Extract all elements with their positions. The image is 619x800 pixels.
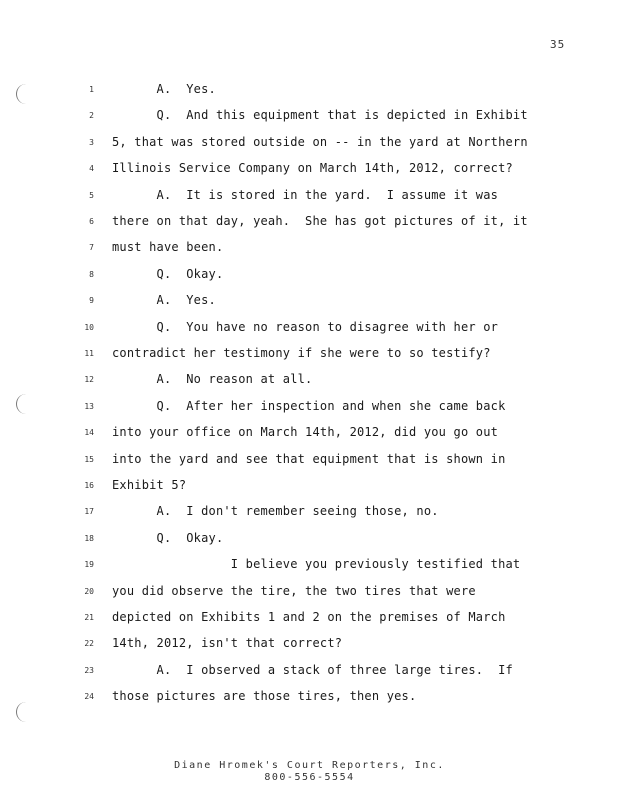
line-number: 19 — [84, 560, 94, 570]
transcript-line: 14th, 2012, isn't that correct? — [112, 636, 343, 651]
line-number: 1 — [89, 85, 94, 94]
transcript-line: there on that day, yeah. She has got pictures of it, it — [112, 214, 528, 228]
transcript-line: contradict her testimony if she were to so testify? — [112, 346, 491, 360]
line-number: 9 — [89, 296, 94, 306]
transcript-line: Q. Okay. — [112, 266, 224, 281]
line-number: 14 — [84, 428, 94, 438]
transcript-line: A. It is stored in the yard. I assume it was — [112, 187, 499, 202]
transcript-line: those pictures are those tires, then yes. — [112, 689, 417, 704]
line-number: 13 — [84, 401, 94, 411]
line-number: 2 — [89, 111, 94, 121]
line-number: 3 — [89, 137, 94, 147]
transcript-line: A. Yes. — [112, 293, 216, 308]
line-number: 7 — [89, 243, 94, 253]
transcript-line: into your office on March 14th, 2012, did you go out — [112, 425, 499, 440]
transcript-line: Exhibit 5? — [112, 478, 187, 492]
line-number: 10 — [84, 322, 94, 332]
transcript-line: Q. And this equipment that is depicted in Exhibit — [112, 108, 528, 123]
transcript-line: Q. Okay. — [112, 530, 224, 545]
transcript-line: 5, that was stored outside on -- in the yard at Northern — [112, 134, 528, 149]
hole-punch-mark — [16, 84, 31, 104]
line-number: 12 — [84, 375, 94, 385]
line-number: 23 — [84, 665, 94, 675]
hole-punch-mark — [16, 702, 31, 722]
line-number: 6 — [89, 217, 94, 226]
transcript-line: must have been. — [112, 240, 224, 255]
line-number: 11 — [84, 349, 94, 358]
line-number: 15 — [84, 454, 94, 464]
line-number: 8 — [89, 269, 94, 279]
transcript-line: into the yard and see that equipment that is shown in — [112, 451, 506, 466]
line-number: 22 — [84, 639, 94, 649]
transcript-line: A. Yes. — [112, 82, 216, 96]
line-number: 17 — [84, 507, 94, 517]
transcript-line: depicted on Exhibits 1 and 2 on the premises of March — [112, 610, 506, 624]
line-number: 21 — [84, 613, 94, 622]
line-number: 5 — [89, 190, 94, 200]
transcript-line: you did observe the tire, the two tires that were — [112, 583, 476, 598]
line-number: 4 — [89, 164, 94, 174]
footer-company: Diane Hromek's Court Reporters, Inc. — [174, 760, 445, 771]
transcript-line: A. I don't remember seeing those, no. — [112, 504, 439, 519]
transcript-line: A. No reason at all. — [112, 372, 313, 387]
line-number: 20 — [84, 586, 94, 596]
page-number: 35 — [550, 38, 566, 51]
transcript-line: Illinois Service Company on March 14th, 2012, correct? — [112, 161, 513, 176]
footer-phone: 800-556-5554 — [264, 772, 355, 783]
hole-punch-mark — [16, 394, 31, 414]
line-number: 24 — [84, 692, 94, 702]
line-number: 16 — [84, 481, 94, 490]
transcript-line: Q. After her inspection and when she came back — [112, 398, 506, 413]
transcript-line: A. I observed a stack of three large tires. If — [112, 662, 513, 677]
transcript-line: I believe you previously testified that — [112, 557, 521, 572]
line-number: 18 — [84, 533, 94, 543]
transcript-line: Q. You have no reason to disagree with her or — [112, 319, 499, 334]
